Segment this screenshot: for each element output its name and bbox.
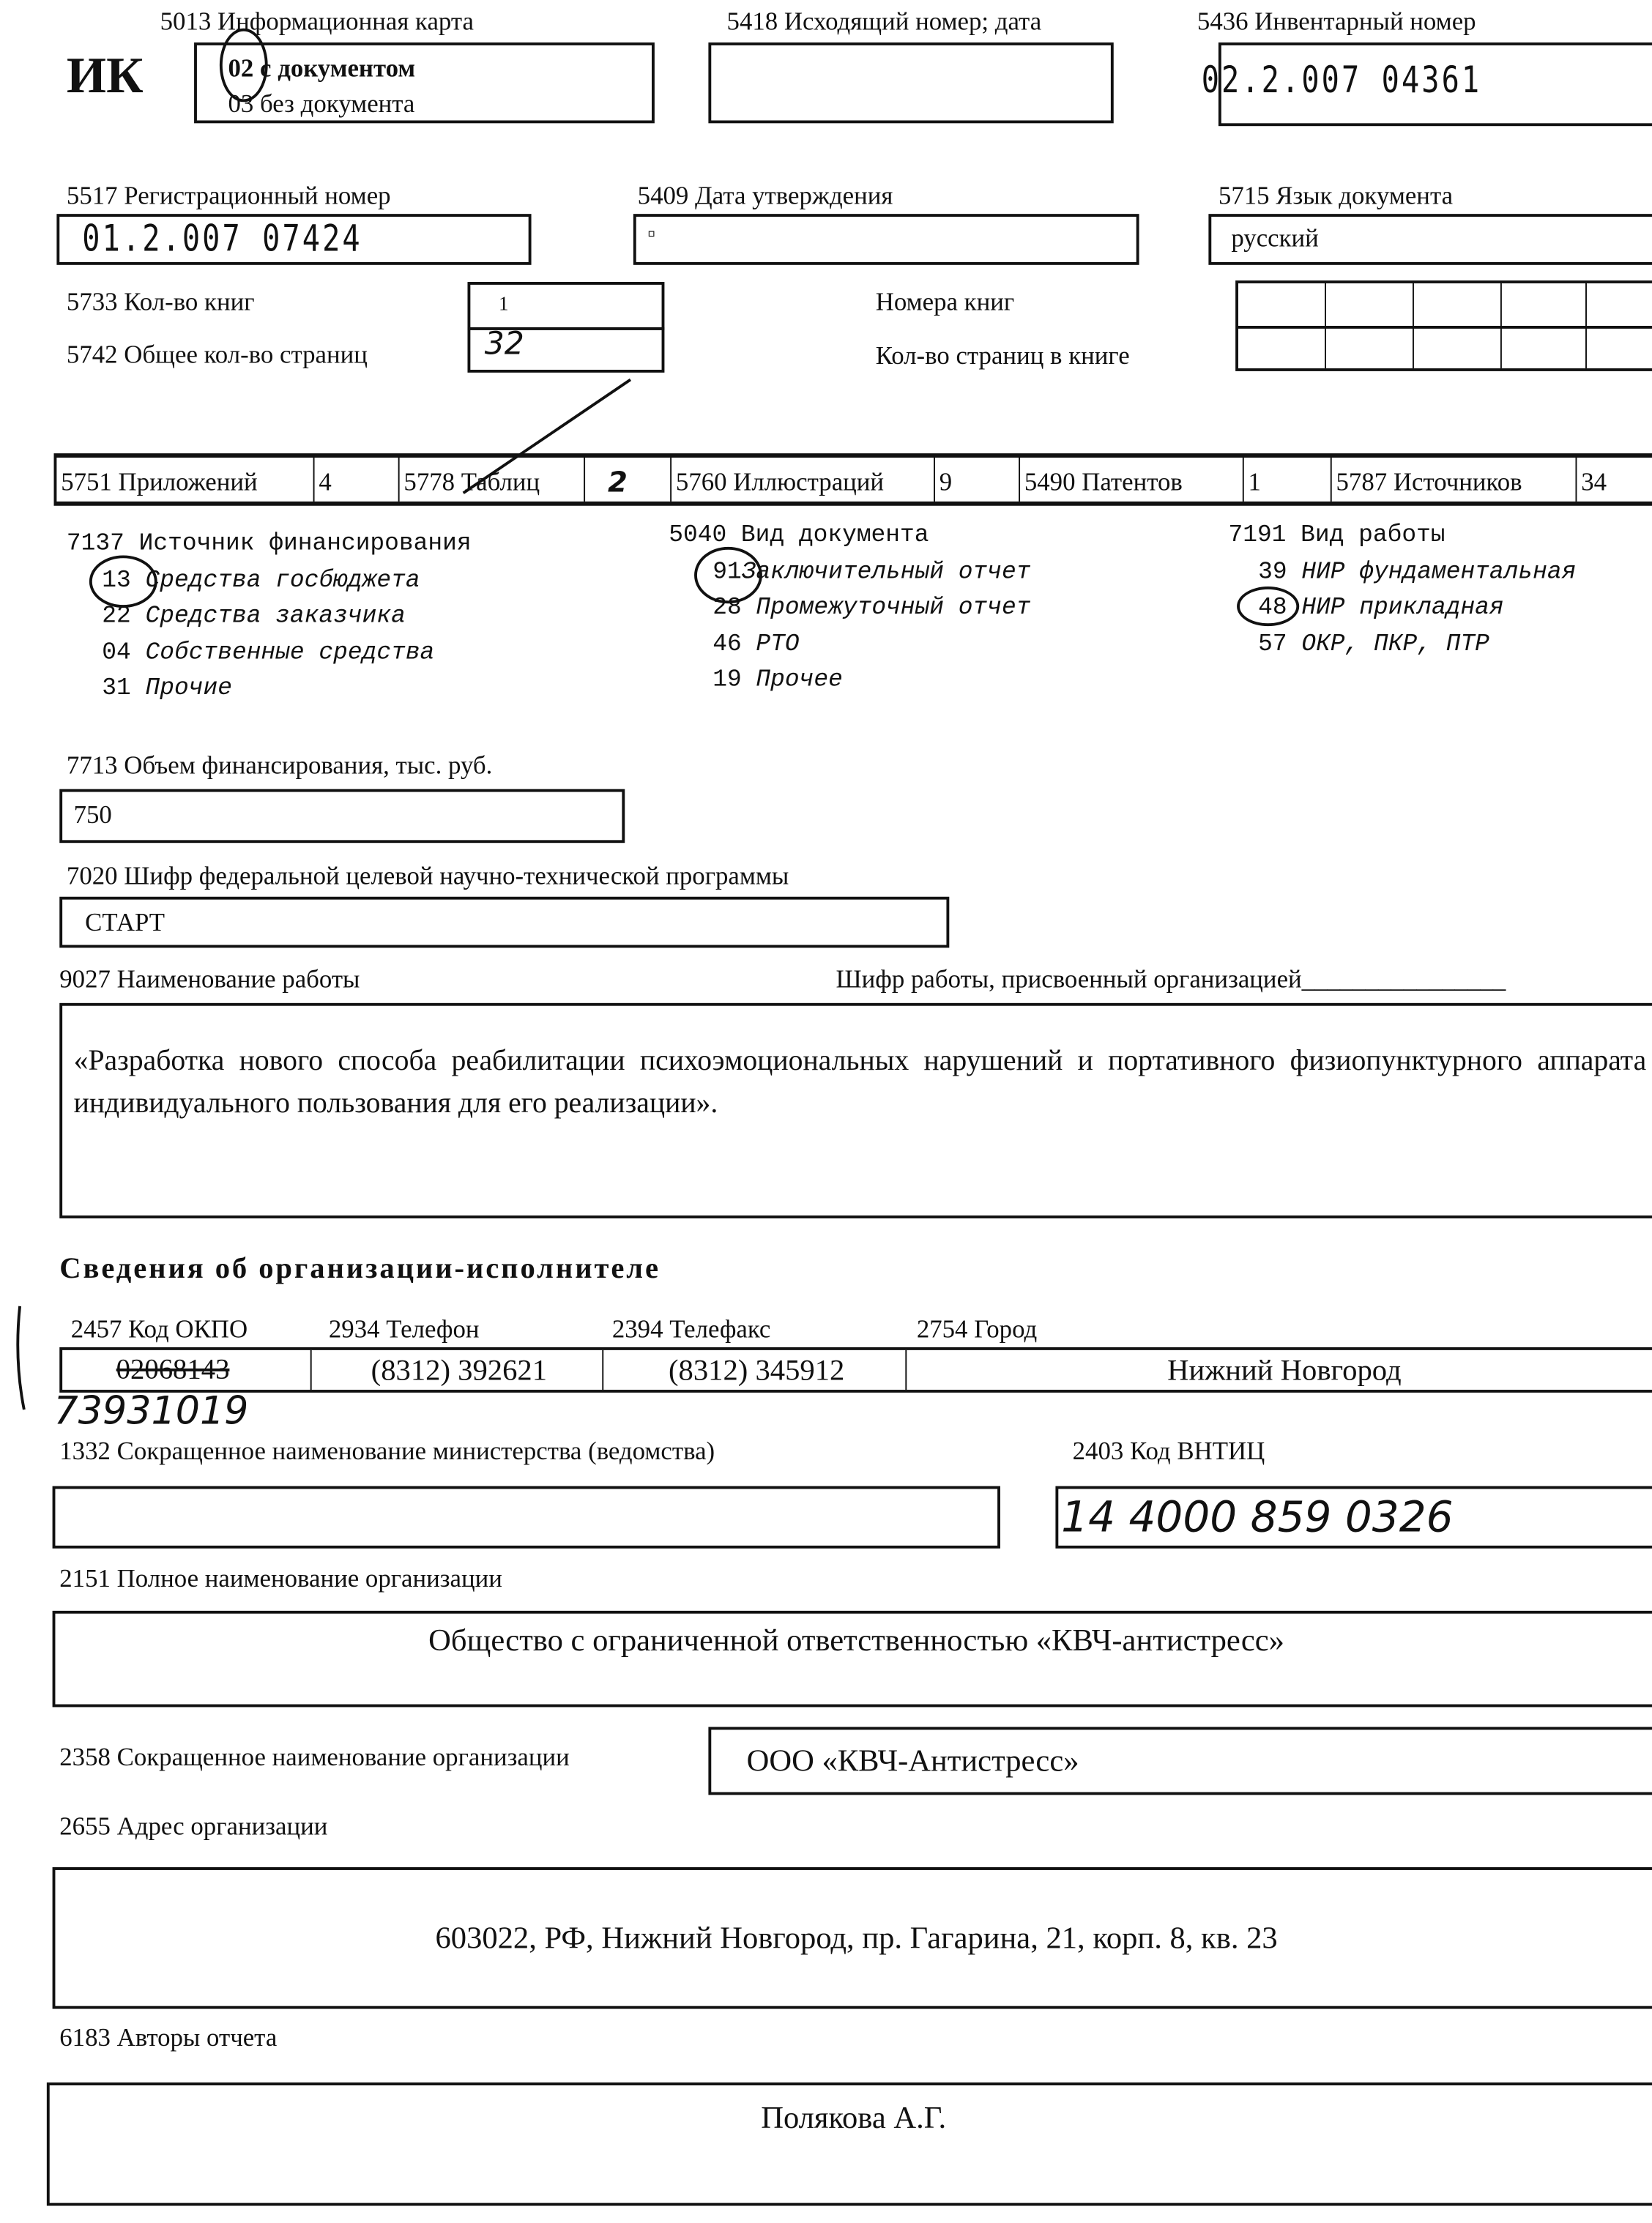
option-text: НИР фундаментальная <box>1301 559 1577 587</box>
option-code: 13 <box>102 567 131 595</box>
sources-value[interactable]: 34 <box>1581 467 1607 496</box>
tables-value[interactable]: 2 <box>585 458 671 502</box>
pages-total-value: 32 <box>484 327 524 363</box>
org-contacts-row <box>59 1347 1652 1393</box>
stats-row <box>54 453 1652 506</box>
info-card-label: 5013 Информационная карта <box>160 7 474 36</box>
work-type-title: 7191 Вид работы <box>1228 522 1446 550</box>
authors-value: Полякова А.Г. <box>761 2099 947 2135</box>
books-count-label: 5733 Кол-во книг <box>66 287 255 316</box>
option-code: 22 <box>102 603 131 630</box>
funding-source-title: 7137 Источник финансирования <box>66 531 472 559</box>
funding-volume-label: 7713 Объем финансирования, тыс. руб. <box>66 751 493 780</box>
full-name-field[interactable] <box>53 1611 1652 1708</box>
phone-label: 2934 Телефон <box>328 1314 480 1344</box>
tables-label: 5778 Таблиц <box>400 458 585 502</box>
pages-total-label: 5742 Общее кол-во страниц <box>66 340 368 369</box>
ministry-label: 1332 Сокращенное наименование министерства (ведомства) <box>59 1436 715 1465</box>
inventory-number-stamp: 02.2.007 04361 <box>1201 59 1482 103</box>
outgoing-number-label: 5418 Исходящий номер; дата <box>726 7 1042 36</box>
option-text: Промежуточный отчет <box>756 595 1031 622</box>
option-text: ОКР, ПКР, ПТР <box>1301 630 1489 658</box>
doc-type-option[interactable] <box>669 663 1030 699</box>
vntic-value: 14 4000 859 0326 <box>1061 1493 1454 1543</box>
selection-circle <box>694 547 762 603</box>
option-text: Прочие <box>145 675 232 703</box>
option-code: 28 <box>712 595 742 622</box>
book-numbers-label: Номера книг <box>875 287 1015 316</box>
form-logo: ИК <box>66 46 144 104</box>
city-label: 2754 Город <box>916 1314 1038 1344</box>
funding-volume-field[interactable] <box>59 789 625 844</box>
phone-value[interactable]: (8312) 392621 <box>312 1350 604 1390</box>
funding-volume-value: 750 <box>73 800 112 829</box>
attachments-value[interactable]: 4 <box>315 458 400 502</box>
program-label: 7020 Шифр федеральной целевой научно-технической программы <box>66 861 789 890</box>
option-code: 48 <box>1258 595 1287 622</box>
inventory-number-label: 5436 Инвентарный номер <box>1197 7 1476 36</box>
option-code: 46 <box>712 630 742 658</box>
address-label: 2655 Адрес организации <box>59 1811 328 1841</box>
short-name-value: ООО «КВЧ-Антистресс» <box>746 1742 1079 1779</box>
books-count-value: 1 <box>499 294 509 316</box>
okpo-label: 2457 Код ОКПО <box>70 1314 248 1344</box>
option-without-document[interactable]: 03 без документа <box>228 89 415 118</box>
funding-option[interactable] <box>67 636 472 671</box>
doc-type-option[interactable] <box>669 627 1030 663</box>
full-name-value: Общество с ограниченной ответственностью «КВЧ-антистресс» <box>428 1622 1284 1658</box>
reg-number-stamp: 01.2.007 07424 <box>82 217 362 261</box>
doc-type-list <box>669 518 1030 699</box>
attachments-label: 5751 Приложений <box>56 458 314 502</box>
option-text: с документом <box>260 53 416 83</box>
address-field[interactable] <box>53 1867 1652 2008</box>
pages-in-book-label: Кол-во страниц в книге <box>875 341 1130 370</box>
option-text: Средства заказчика <box>145 603 406 630</box>
program-value: СТАРТ <box>85 908 165 937</box>
doc-type-title: 5040 Вид документа <box>669 522 929 550</box>
option-text: Собственные средства <box>145 639 435 667</box>
illustrations-label: 5760 Иллюстраций <box>671 458 935 502</box>
funding-source-list <box>67 527 472 708</box>
ministry-field[interactable] <box>53 1486 1000 1549</box>
option-text: Средства госбюджета <box>145 567 420 595</box>
option-code: 19 <box>712 667 742 695</box>
address-value: 603022, РФ, Нижний Новгород, пр. Гагарина, 21, корп. 8, кв. 23 <box>435 1919 1278 1956</box>
work-title-value: «Разработка нового способа реабилитации психоэмоциональных нарушений и портативного физиопунктурного аппарата индивидуального пользования для его реализации». <box>73 1045 1647 1120</box>
short-name-field[interactable] <box>708 1727 1652 1795</box>
patents-label: 5490 Патентов <box>1020 458 1244 502</box>
work-title-label: 9027 Наименование работы <box>59 964 360 994</box>
work-code-label[interactable]: Шифр работы, присвоенный организацией________________ <box>836 964 1506 994</box>
full-name-label: 2151 Полное наименование организации <box>59 1564 502 1593</box>
option-code: 39 <box>1258 559 1287 587</box>
option-text: РТО <box>756 630 800 658</box>
authors-field[interactable] <box>47 2082 1652 2205</box>
funding-option[interactable] <box>67 671 472 707</box>
option-code: 57 <box>1258 630 1287 658</box>
language-label: 5715 Язык документа <box>1218 181 1454 210</box>
approval-date-label: 5409 Дата утверждения <box>637 181 893 210</box>
selection-circle <box>89 555 157 608</box>
language-value: русский <box>1231 223 1319 253</box>
option-text: Заключительный отчет <box>741 559 1031 587</box>
vntic-label: 2403 Код ВНТИЦ <box>1072 1436 1265 1465</box>
approval-date-value: ▫ <box>647 222 656 247</box>
fax-label: 2394 Телефакс <box>611 1314 771 1344</box>
work-title-field[interactable] <box>59 1003 1652 1218</box>
okpo-old-value[interactable]: 02068143 <box>62 1350 312 1390</box>
pen-stroke <box>18 1306 24 1410</box>
work-type-option[interactable] <box>1228 554 1576 590</box>
city-value[interactable]: Нижний Новгород <box>1167 1352 1402 1388</box>
patents-value[interactable]: 1 <box>1244 458 1332 502</box>
short-name-label: 2358 Сокращенное наименование организации <box>59 1742 570 1771</box>
okpo-new-handwritten: 73931019 <box>53 1390 249 1434</box>
option-code: 91 <box>712 559 742 587</box>
org-section-title: Сведения об организации-исполнителе <box>59 1251 661 1285</box>
sources-label: 5787 Источников <box>1332 458 1577 502</box>
program-field[interactable] <box>59 897 949 948</box>
illustrations-value[interactable]: 9 <box>935 458 1020 502</box>
authors-label: 6183 Авторы отчета <box>59 2022 278 2052</box>
fax-value[interactable]: (8312) 345912 <box>603 1350 907 1390</box>
option-text: НИР прикладная <box>1301 595 1504 622</box>
reg-number-label: 5517 Регистрационный номер <box>66 181 391 210</box>
option-code: 02 <box>228 53 254 83</box>
vntic-field[interactable] <box>1055 1486 1652 1549</box>
selection-circle <box>1237 587 1299 626</box>
option-code: 31 <box>102 675 131 703</box>
option-code: 04 <box>102 639 131 667</box>
option-text: Прочее <box>756 667 843 695</box>
work-type-option[interactable] <box>1228 627 1576 663</box>
